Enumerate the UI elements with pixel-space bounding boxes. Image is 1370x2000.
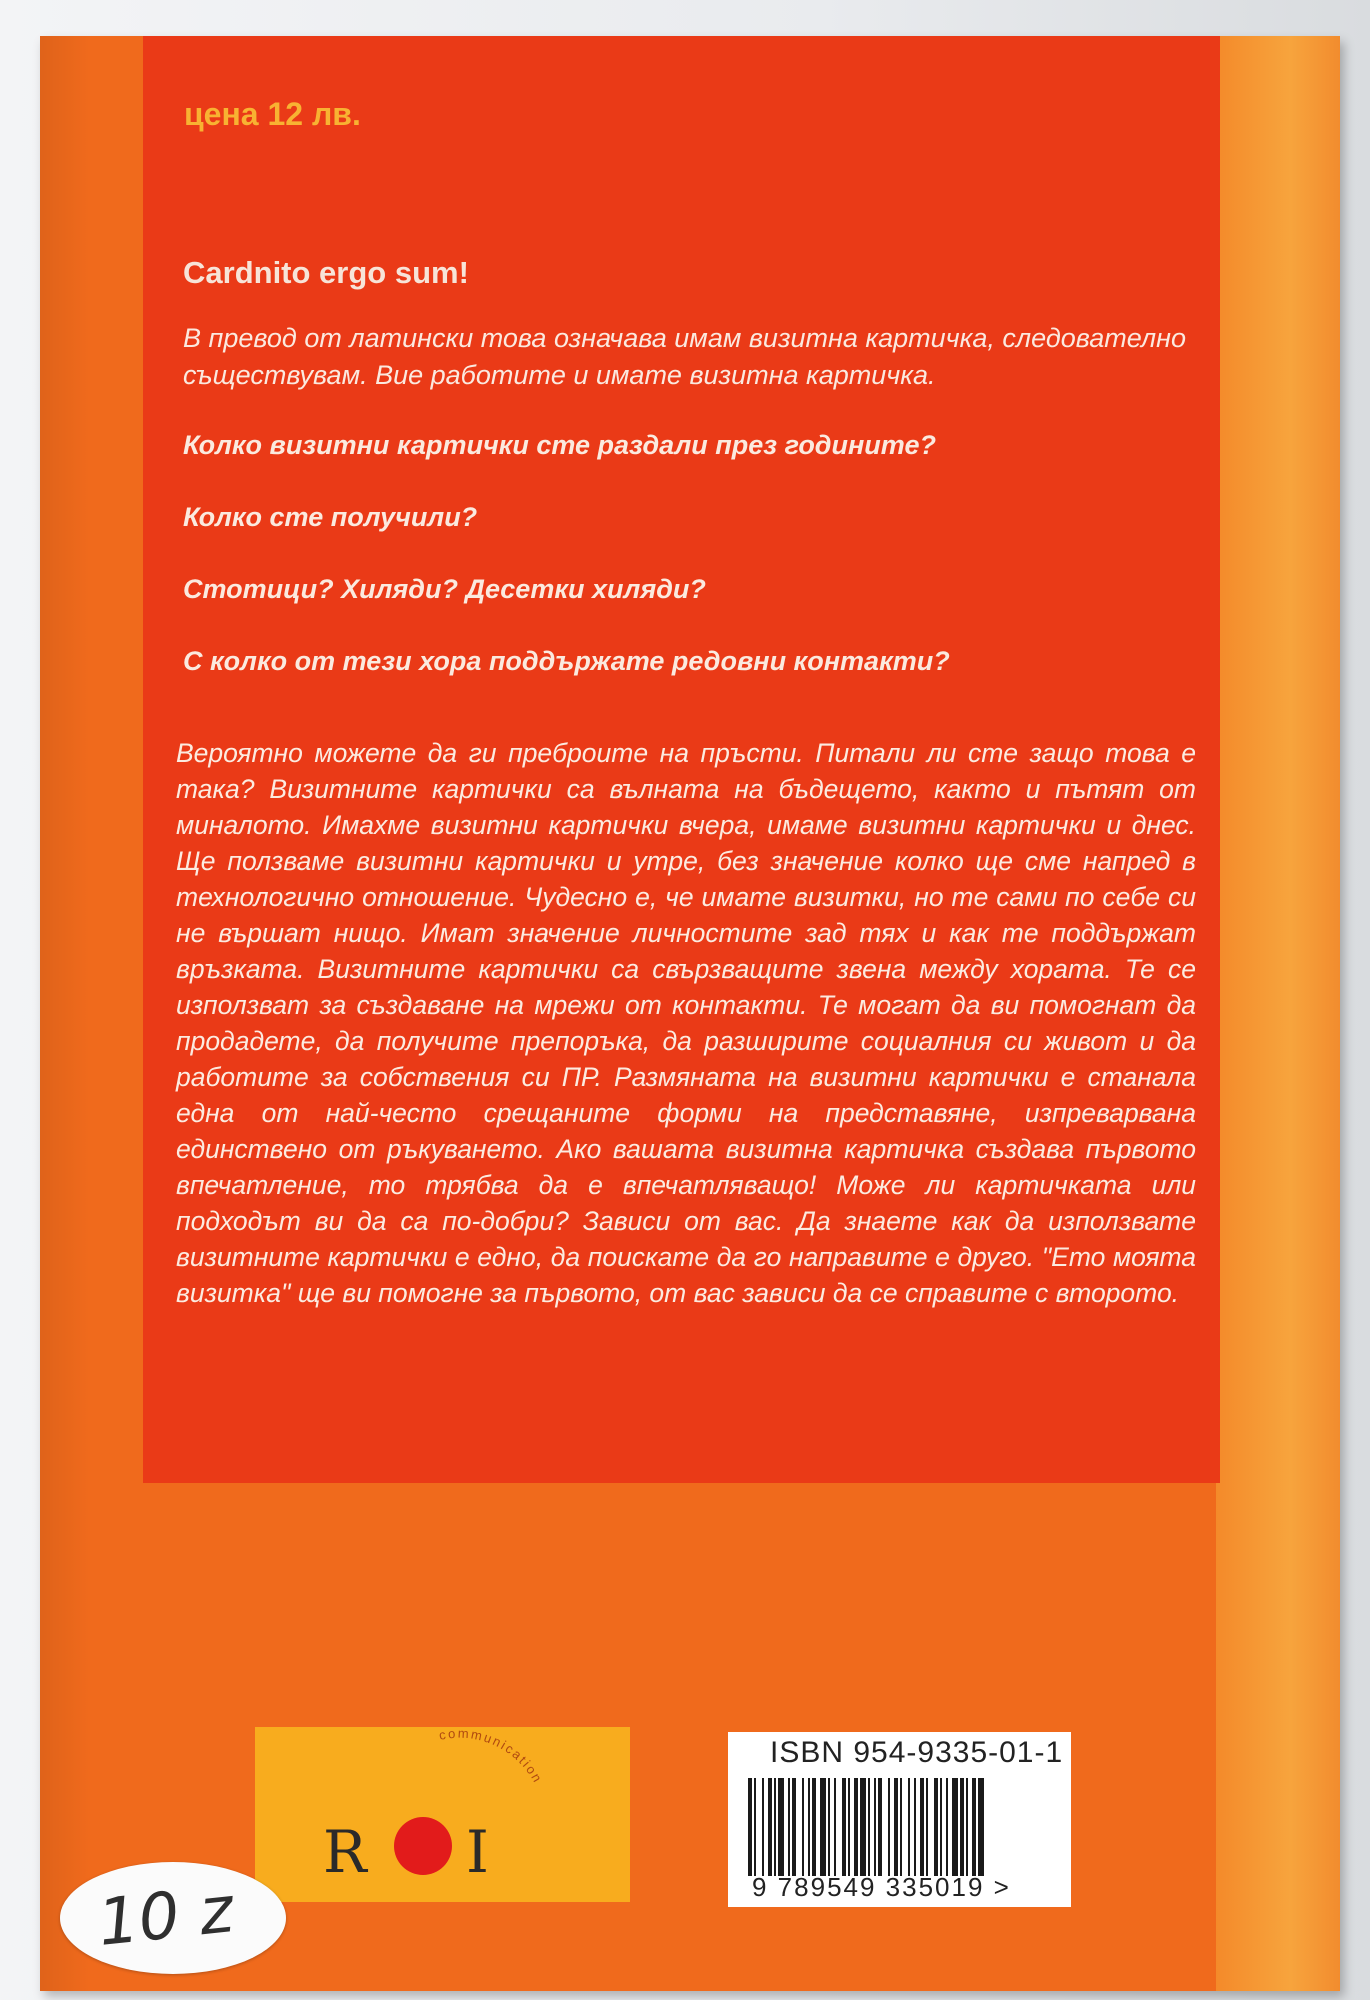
price-label: цена 12 лв.: [184, 96, 361, 132]
barcode-bar: [802, 1778, 804, 1876]
headline: Cardnito ergo sum!: [183, 255, 469, 290]
barcode-bar: [854, 1778, 858, 1876]
barcode-bar: [748, 1778, 752, 1876]
barcode-bar: [860, 1778, 866, 1876]
logo-letter-r: R: [323, 1818, 367, 1886]
barcode-bar: [952, 1778, 958, 1876]
barcode-bar: [900, 1778, 902, 1876]
barcode-digits: 9 789549 335019 >: [752, 1872, 1011, 1902]
logo-letter-i: I: [466, 1818, 489, 1886]
barcode-bar: [920, 1778, 924, 1876]
barcode-bar: [878, 1778, 882, 1876]
barcode-bar: [874, 1778, 876, 1876]
barcode-bar: [926, 1778, 928, 1876]
cover-left-shade: [40, 36, 90, 1991]
barcode-bar: [792, 1778, 796, 1876]
barcode-bar: [808, 1778, 810, 1876]
barcode-bar: [778, 1778, 784, 1876]
barcode-bar: [788, 1778, 790, 1876]
logo-arc-textpath: communication: [437, 1725, 546, 1787]
barcode-bar: [812, 1778, 816, 1876]
barcode-bar: [972, 1778, 976, 1876]
barcode-bar: [848, 1778, 850, 1876]
barcode-bar: [946, 1778, 948, 1876]
barcode-bar: [908, 1778, 910, 1876]
barcode-bar: [868, 1778, 870, 1876]
barcode-bar: [914, 1778, 916, 1876]
question-1: Колко визитни картички сте раздали през годините?: [183, 430, 936, 460]
barcode-icon: [748, 1778, 1058, 1876]
barcode-bar: [820, 1778, 826, 1876]
barcode-bar: [834, 1778, 836, 1876]
barcode-bar: [966, 1778, 968, 1876]
body-paragraph: Вероятно можете да ги преброите на пръсти. Питали ли сте защо това е така? Визитните картички са вълната на бъдещето, както и пътят от миналото. Имахме визитни картички вчера, имаме визитни картички и днес. Ще ползваме визитни картички и утре, без значение колко ще сме напред в технологично отношение. Чудесно е, че имате визитки, но те сами по себе си не вършат нищо. Имат значение личностите зад тях и как те поддържат връзката. Визитните картички са свързващите звена между хората. Те се използват за създаване на мрежи от контакти. Те могат да ви помогнат да продадете, да получите препоръка, да разширите социалния си живот и да работите за собствения си ПР. Размяната на визитни картички е станала една от най-често срещаните форми на представяне, изпреварвана единствено от ръкуването. Ако вашата визитна картичка създава първото впечатление, то трябва да е впечатляващо! Може ли картичката или подходът ви да са по-добри? Зависи от вас. Да знаете как да използвате визитните картички е едно, да поискате да го направите е друго. "Ето моята визитка" ще ви помогне за първото, от вас зависи да се справите с второто.: [176, 738, 1196, 1308]
question-4: С колко от тези хора поддържате редовни контакти?: [183, 646, 950, 676]
svg-text:communication: [438, 1726, 546, 1787]
barcode-bar: [960, 1778, 964, 1876]
question-2: Колко сте получили?: [183, 502, 478, 532]
question-3: Стотици? Хиляди? Десетки хиляди?: [183, 574, 706, 604]
cover-right-strip: [1216, 36, 1340, 1991]
barcode-bar: [888, 1778, 890, 1876]
sticker-handwriting: 10 z: [94, 1873, 237, 1961]
logo-arc-text: [380, 1720, 580, 1920]
barcode-bar: [894, 1778, 898, 1876]
barcode-bar: [934, 1778, 938, 1876]
barcode-bar: [754, 1778, 756, 1876]
barcode-bar: [940, 1778, 942, 1876]
intro-paragraph: В превод от латински това означава имам визитна картичка, следователно съществувам. Вие работите и имате визитна картичка.: [183, 323, 1187, 390]
barcode-bar: [768, 1778, 772, 1876]
barcode-bar: [774, 1778, 776, 1876]
isbn-label: ISBN 954-9335-01-1: [770, 1736, 1064, 1769]
barcode-bar: [842, 1778, 846, 1876]
barcode-bar: [762, 1778, 764, 1876]
barcode-bar: [978, 1778, 984, 1876]
barcode-bar: [828, 1778, 830, 1876]
